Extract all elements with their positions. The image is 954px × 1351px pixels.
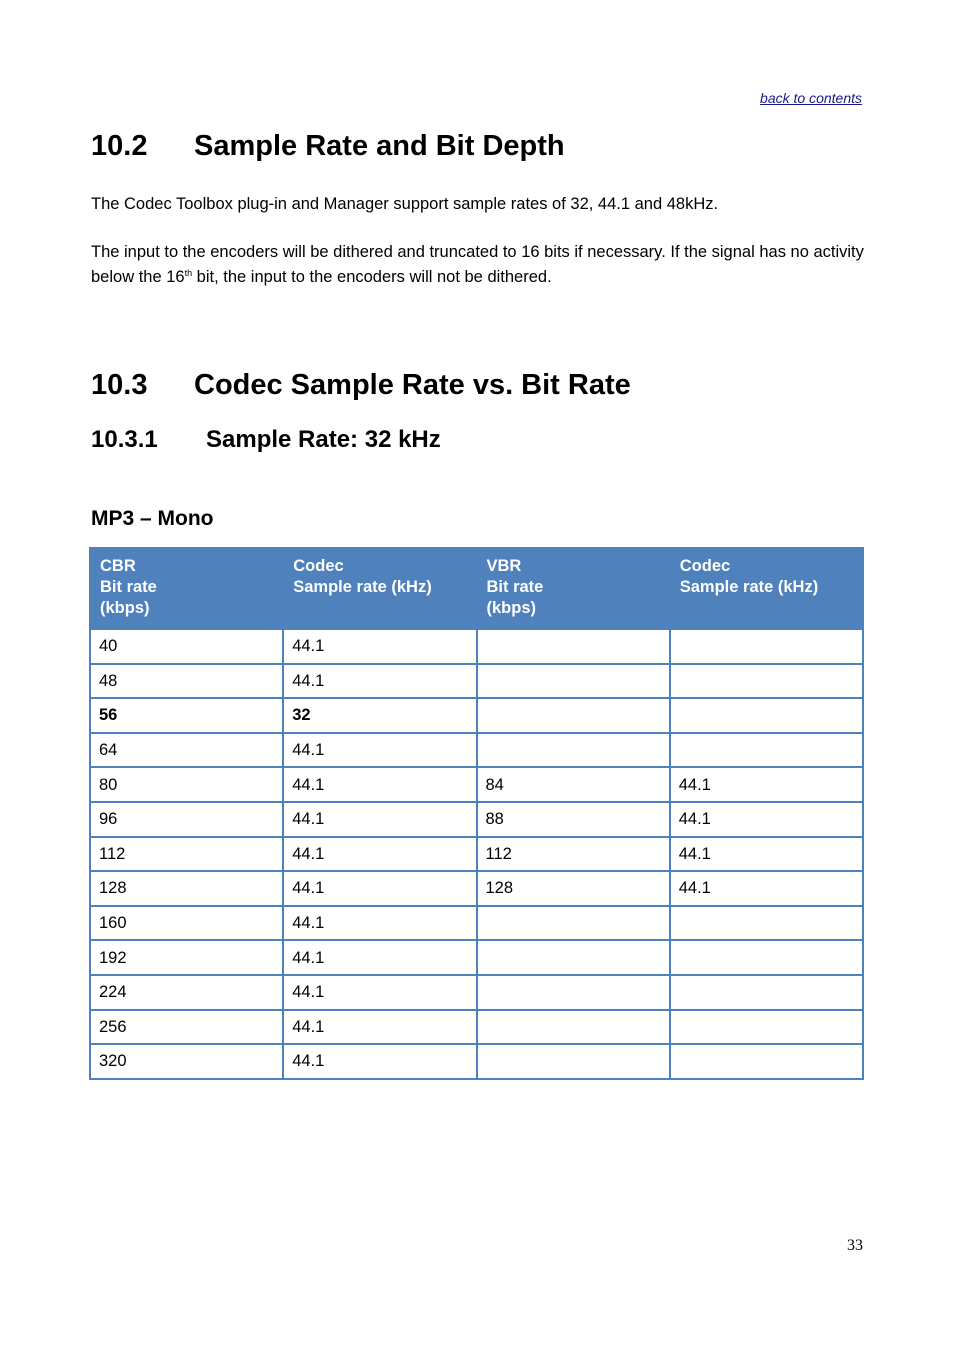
table-row — [90, 767, 863, 802]
vbr-cell: 84 — [477, 767, 670, 802]
header-codec-sample-rate-vbr: Codec Sample rate (kHz) — [670, 548, 863, 629]
vbr-cell — [477, 629, 670, 664]
cbr-sample-rate-cell: 44.1 — [283, 1044, 476, 1079]
vbr-sample-rate-cell — [670, 1010, 863, 1045]
vbr-cell — [477, 940, 670, 975]
subsection-title: Sample Rate: 32 kHz — [206, 426, 441, 453]
cbr-cell: 48 — [90, 664, 283, 699]
sample-rate-support-paragraph: The Codec Toolbox plug-in and Manager support sample rates of 32, 44.1 and 48kHz. — [91, 195, 719, 213]
table-row — [90, 871, 863, 906]
table-row — [90, 837, 863, 872]
ordinal-suffix: th — [184, 268, 193, 278]
cbr-cell: 64 — [90, 733, 283, 768]
table-row — [90, 733, 863, 768]
section-title: Sample Rate and Bit Depth — [194, 130, 565, 162]
vbr-cell: 112 — [477, 837, 670, 872]
vbr-sample-rate-cell: 44.1 — [670, 767, 863, 802]
cbr-sample-rate-cell: 44.1 — [283, 629, 476, 664]
cbr-sample-rate-cell: 44.1 — [283, 733, 476, 768]
vbr-sample-rate-cell — [670, 906, 863, 941]
table-row — [90, 664, 863, 699]
table-row — [90, 975, 863, 1010]
vbr-cell: 128 — [477, 871, 670, 906]
vbr-cell — [477, 1044, 670, 1079]
section-title: Codec Sample Rate vs. Bit Rate — [194, 369, 631, 401]
header-codec-sample-rate: Codec Sample rate (kHz) — [283, 548, 476, 629]
vbr-sample-rate-cell — [670, 975, 863, 1010]
cbr-sample-rate-cell: 44.1 — [283, 1010, 476, 1045]
section-10-3-1-heading — [91, 428, 441, 452]
cbr-cell: 320 — [90, 1044, 283, 1079]
cbr-sample-rate-cell: 44.1 — [283, 906, 476, 941]
mp3-mono-rate-table — [89, 547, 864, 1080]
vbr-sample-rate-cell: 44.1 — [670, 871, 863, 906]
cbr-cell: 224 — [90, 975, 283, 1010]
vbr-sample-rate-cell — [670, 629, 863, 664]
table-row — [90, 906, 863, 941]
vbr-cell — [477, 698, 670, 733]
back-to-contents-link[interactable]: back to contents — [760, 90, 862, 106]
vbr-sample-rate-cell — [670, 1044, 863, 1079]
vbr-sample-rate-cell — [670, 940, 863, 975]
page-number: 33 — [847, 1237, 863, 1254]
cbr-sample-rate-cell: 44.1 — [283, 871, 476, 906]
cbr-cell: 160 — [90, 906, 283, 941]
cbr-sample-rate-cell: 44.1 — [283, 664, 476, 699]
vbr-sample-rate-cell — [670, 664, 863, 699]
section-number: 10.3 — [91, 369, 148, 401]
cbr-cell: 56 — [90, 698, 283, 733]
vbr-cell — [477, 1010, 670, 1045]
table-row — [90, 629, 863, 664]
cbr-cell: 128 — [90, 871, 283, 906]
cbr-cell: 192 — [90, 940, 283, 975]
section-10-2-heading — [91, 132, 565, 161]
cbr-sample-rate-cell: 44.1 — [283, 837, 476, 872]
vbr-cell — [477, 975, 670, 1010]
vbr-cell: 88 — [477, 802, 670, 837]
table-row-highlighted — [90, 698, 863, 733]
cbr-cell: 96 — [90, 802, 283, 837]
table-row — [90, 802, 863, 837]
header-vbr-bit-rate: VBR Bit rate (kbps) — [477, 548, 670, 629]
cbr-sample-rate-cell: 44.1 — [283, 940, 476, 975]
vbr-sample-rate-cell: 44.1 — [670, 802, 863, 837]
table-row — [90, 1010, 863, 1045]
table-row — [90, 1044, 863, 1079]
dither-paragraph — [91, 240, 871, 290]
cbr-cell: 112 — [90, 837, 283, 872]
subsection-number: 10.3.1 — [91, 426, 158, 453]
table-row — [90, 940, 863, 975]
vbr-cell — [477, 664, 670, 699]
cbr-cell: 80 — [90, 767, 283, 802]
cbr-sample-rate-cell: 44.1 — [283, 767, 476, 802]
cbr-sample-rate-cell: 44.1 — [283, 975, 476, 1010]
cbr-sample-rate-cell: 32 — [283, 698, 476, 733]
vbr-cell — [477, 906, 670, 941]
table-title: MP3 – Mono — [91, 507, 214, 530]
cbr-sample-rate-cell: 44.1 — [283, 802, 476, 837]
header-cbr-bit-rate: CBR Bit rate (kbps) — [90, 548, 283, 629]
section-10-3-heading — [91, 371, 631, 400]
vbr-sample-rate-cell — [670, 698, 863, 733]
cbr-cell: 256 — [90, 1010, 283, 1045]
dither-text-start: The input to the encoders will be dithered and truncated to 16 bits if necessary. If the signal has no activity below the 16 — [91, 243, 864, 286]
section-number: 10.2 — [91, 130, 148, 162]
dither-text-end: bit, the input to the encoders will not be dithered. — [192, 268, 552, 286]
table-header-row — [90, 548, 863, 629]
vbr-sample-rate-cell: 44.1 — [670, 837, 863, 872]
cbr-cell: 40 — [90, 629, 283, 664]
vbr-cell — [477, 733, 670, 768]
vbr-sample-rate-cell — [670, 733, 863, 768]
